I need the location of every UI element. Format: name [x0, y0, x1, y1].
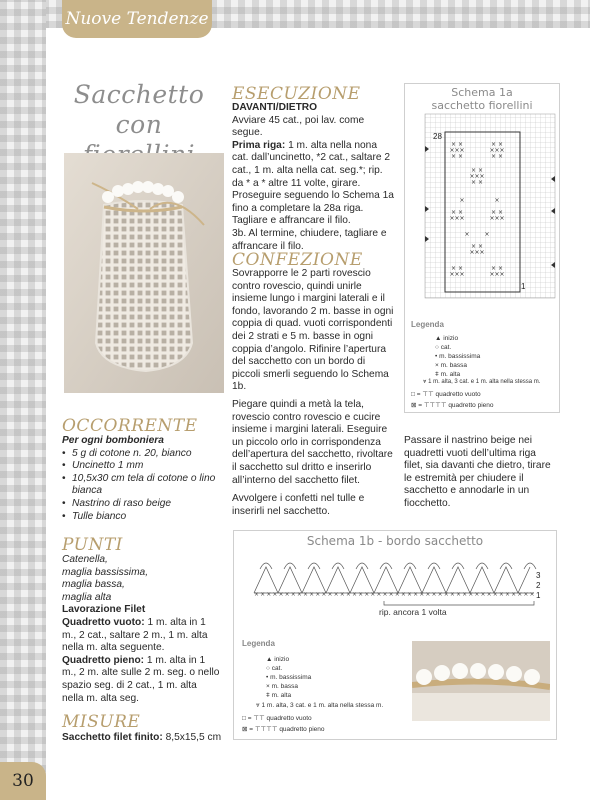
- border-detail-illustration: [412, 641, 550, 721]
- schema-1b-row-numbers: [536, 571, 540, 601]
- legend-item: [435, 352, 480, 361]
- shell-icon: ⩔: [256, 702, 262, 709]
- svg-text:×××: ×××: [489, 271, 505, 278]
- legend-title: Legenda: [242, 639, 275, 648]
- svg-text:×××: ×××: [489, 215, 505, 222]
- prima-riga-text: 1 m. alta nella nona cat. dall’uncinetto, *2 cat., saltare 2 cat., 1 m. alta nella cat. seg.*; rip. da * a * altre 11 volte, girare.: [232, 139, 390, 189]
- punti-line: maglia bassa,: [62, 579, 125, 591]
- legend-label: m. bassissima: [270, 674, 312, 681]
- confezione-heading: CONFEZIONE: [232, 250, 363, 270]
- legend-item: [266, 655, 311, 664]
- legend-item: [423, 378, 540, 387]
- misure-heading: MISURE: [62, 712, 141, 732]
- svg-text:× ×: × ×: [491, 153, 503, 160]
- punti-heading: PUNTI: [62, 535, 123, 555]
- schema-1a-legend: [404, 318, 560, 413]
- svg-text:× ×: × ×: [471, 167, 483, 174]
- legend-item: [266, 664, 311, 673]
- esecuzione-prima-riga: [232, 140, 394, 190]
- misure-value: 8,5x15,5 cm: [162, 732, 222, 743]
- single-crochet-icon: ×: [435, 362, 441, 369]
- confezione-para-3: Avvolgere i confetti nel tulle e inserirli nel sacchetto.: [232, 493, 365, 517]
- svg-text:× ×: × ×: [451, 209, 463, 216]
- svg-text:×××: ×××: [449, 215, 465, 222]
- schema-1a-title: Schema 1a: [451, 86, 513, 99]
- row-number: 3: [536, 571, 541, 580]
- empty-square-icon: □ = ⊤⊤: [411, 391, 436, 398]
- svg-text:×××: ×××: [469, 173, 485, 180]
- quadretto-pieno-desc: [62, 655, 220, 705]
- esecuzione-line-3: Proseguire seguendo lo Schema 1a fino a completare la 28a riga.: [232, 190, 394, 214]
- legend-rows: [435, 334, 480, 379]
- gingham-side-border: [0, 0, 46, 800]
- chain-icon: ○: [266, 665, 272, 672]
- schema-1a-subtitle: sacchetto fiorellini: [431, 99, 533, 112]
- slip-stitch-icon: •: [266, 674, 271, 681]
- legend-label: m. bassissima: [439, 353, 481, 360]
- section-banner: Nuove Tendenze: [62, 0, 212, 38]
- filled-square-icon: ⊠ = ⊤⊤⊤⊤: [242, 726, 280, 733]
- quadretto-vuoto-desc: [62, 617, 220, 655]
- legend-label: quadretto pieno: [448, 402, 494, 409]
- list-item: • 5 g di cotone n. 20, bianco: [62, 448, 227, 461]
- legend-label: quadretto vuoto: [266, 715, 312, 722]
- legend-label: inizio: [274, 656, 290, 663]
- legend-label: 1 m. alta, 3 cat. e 1 m. alta nella stessa m.: [261, 702, 384, 709]
- legend-label: cat.: [271, 665, 283, 672]
- esecuzione-subheading: DAVANTI/DIETRO: [232, 102, 318, 113]
- filled-square-icon: ⊠ = ⊤⊤⊤⊤: [411, 402, 449, 409]
- legend-label: m. bassa: [271, 683, 298, 690]
- schema-1b-title: Schema 1b - bordo sacchetto: [306, 534, 484, 548]
- legend-item: [256, 701, 383, 710]
- svg-text:××××××××××××××××××××××××××××××: ××××××××××××××××××××××××××××××××××××××××××××××: [254, 591, 534, 598]
- svg-text:×××: ×××: [449, 271, 465, 278]
- page-number: 30: [0, 762, 46, 800]
- confezione-para-2: Piegare quindi a metà la tela, rovescio contro rovescio e cucire insieme i margini laterali. Eseguire un piccolo orlo in corrispondenza dell’apertura del sacchetto, rivoltare il sacchetto sul dritto e inserirlo all’interno del sacchetto filet.: [232, 399, 393, 486]
- confezione-para-4: Passare il nastrino beige nei quadretti vuoti dell’ultima riga filet, sia davanti che dietro, tirare le estremità per chiudere il sacchetto e annodarle in un fiocchetto.: [404, 435, 551, 509]
- legend-label: inizio: [443, 335, 459, 342]
- legend-label: quadretto pieno: [279, 726, 325, 733]
- legend-item: [242, 714, 312, 723]
- misure-label: Sacchetto filet finito:: [62, 732, 163, 743]
- legend-label: quadretto vuoto: [435, 391, 481, 398]
- svg-text:× ×: × ×: [491, 141, 503, 148]
- double-crochet-icon: ǂ: [435, 371, 441, 378]
- repeat-label: rip. ancora 1 volta: [379, 607, 447, 617]
- list-item: • Nastrino di raso beige: [62, 498, 227, 511]
- row-number-bottom: 1: [521, 282, 526, 291]
- esecuzione-line-4: Tagliare e affrancare il filo.: [232, 215, 351, 227]
- row-number: 1: [536, 591, 541, 600]
- esecuzione-text: [232, 102, 394, 253]
- svg-text:× ×: × ×: [471, 243, 483, 250]
- svg-text:× ×: × ×: [451, 265, 463, 272]
- slip-stitch-icon: •: [435, 353, 440, 360]
- legend-title: Legenda: [411, 320, 444, 329]
- empty-square-icon: □ = ⊤⊤: [242, 715, 267, 722]
- legend-label: m. bassa: [440, 362, 467, 369]
- list-item: • Tulle bianco: [62, 511, 227, 524]
- svg-text:×: ×: [494, 197, 500, 204]
- legend-item: [266, 682, 311, 691]
- legend-item: [242, 725, 325, 734]
- svg-text:× ×: × ×: [491, 209, 503, 216]
- legend-label: m. alta: [440, 371, 461, 378]
- punti-text: [62, 554, 220, 705]
- svg-text:×: ×: [464, 231, 470, 238]
- start-icon: ▲: [266, 656, 275, 663]
- occorrente-heading: OCCORRENTE: [62, 416, 198, 436]
- legend-label: 1 m. alta, 3 cat. e 1 m. alta nella stessa m.: [428, 379, 541, 385]
- svg-text:× ×: × ×: [471, 179, 483, 186]
- punti-line: Catenella,: [62, 554, 108, 565]
- crochet-bag-illustration: [64, 153, 224, 393]
- legend-item: [411, 390, 481, 399]
- vuoto-label: Quadretto vuoto:: [62, 616, 145, 628]
- schema-1a-grid: [405, 112, 559, 332]
- esecuzione-heading: ESECUZIONE: [232, 84, 361, 104]
- border-detail-photo: [412, 641, 550, 721]
- prima-riga-label: Prima riga:: [232, 139, 286, 151]
- legend-label: m. alta: [271, 692, 292, 699]
- row-number-top: 28: [433, 132, 442, 141]
- single-crochet-icon: ×: [266, 683, 272, 690]
- legend-label: cat.: [440, 344, 452, 351]
- pieno-text: 1 m. alta in 1 m., 2 m. alte sulle 2 m. seg. o nello spazio seg. di 2 cat., 1 m. alta nella m. alta seg.: [62, 654, 220, 704]
- schema-1b-panel: [233, 530, 557, 740]
- product-photo: [64, 153, 224, 393]
- occorrente-text: [62, 435, 227, 523]
- legend-item: [411, 401, 494, 410]
- shell-icon: ⩔: [423, 379, 429, 385]
- legend-item: [435, 334, 480, 343]
- schema-1a-panel: [404, 83, 560, 333]
- svg-text:×: ×: [459, 197, 465, 204]
- legend-item: [266, 691, 311, 700]
- legend-item: [266, 673, 311, 682]
- esecuzione-line-5: 3b. Al termine, chiudere, tagliare e affrancare il filo.: [232, 227, 387, 252]
- chain-icon: ○: [435, 344, 441, 351]
- legend-item: [435, 343, 480, 352]
- double-crochet-icon: ǂ: [266, 692, 272, 699]
- misure-text: [62, 732, 232, 745]
- start-icon: ▲: [435, 335, 444, 342]
- lavorazione-filet-label: Lavorazione Filet: [62, 604, 146, 616]
- pieno-label: Quadretto pieno:: [62, 654, 145, 666]
- punti-line: maglia alta: [62, 591, 112, 603]
- occorrente-subheading: Per ogni bomboniera: [62, 435, 164, 446]
- punti-line: maglia bassissima,: [62, 566, 149, 578]
- legend-rows: [266, 655, 311, 700]
- confezione-para-1: Sovrapporre le 2 parti rovescio contro rovescio, quindi unirle insieme lungo i margini laterali e il fondo, lavorando 2 m. basse in ogni coppia di quad. vuoti corrispondenti dei 2 strati e 5 m. basse in ogni coppia d’angolo. Rifinire l’apertura del sacchetto con un bordo di piccoli smerli seguendo lo Schema 1b.: [232, 268, 394, 393]
- svg-text:× ×: × ×: [451, 153, 463, 160]
- svg-text:×××: ×××: [449, 147, 465, 154]
- svg-text:×: ×: [484, 231, 490, 238]
- svg-text:×××: ×××: [489, 147, 505, 154]
- vuoto-text: 1 m. alta in 1 m., 2 cat., saltare 2 m., 1 m. alta nella m. alta seguente.: [62, 616, 208, 654]
- title-line-1: Sacchetto: [73, 80, 205, 109]
- svg-text:×××: ×××: [469, 249, 485, 256]
- row-number: 2: [536, 581, 541, 590]
- legend-item: [435, 361, 480, 370]
- title-line-2: con: [115, 110, 163, 139]
- esecuzione-line-1: Avviare 45 cat., poi lav. come segue.: [232, 114, 365, 139]
- materials-list: [62, 448, 227, 524]
- svg-text:× ×: × ×: [491, 265, 503, 272]
- svg-text:× ×: × ×: [451, 141, 463, 148]
- list-item: • 10,5x30 cm tela di cotone o lino bianca: [62, 473, 227, 498]
- list-item: • Uncinetto 1 mm: [62, 460, 227, 473]
